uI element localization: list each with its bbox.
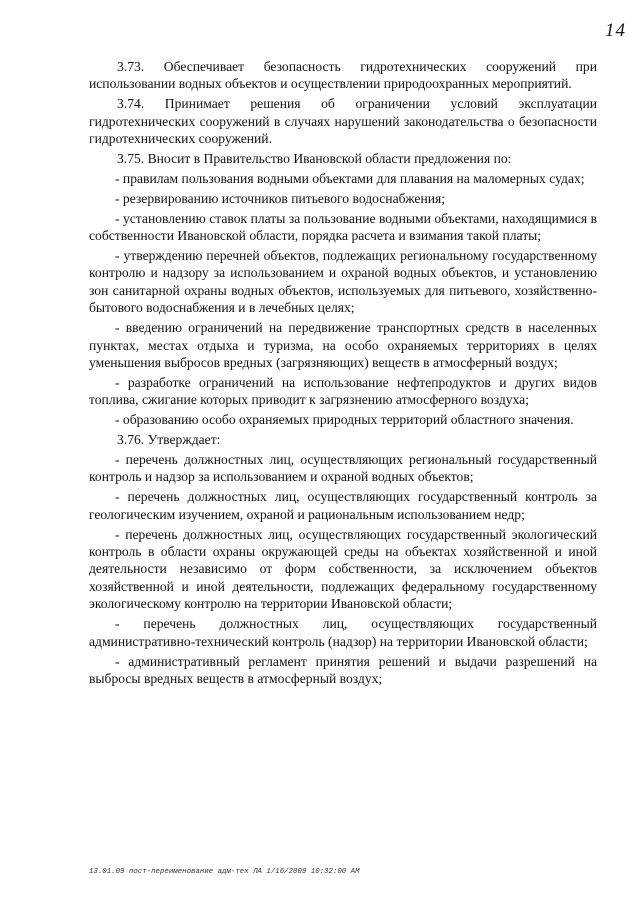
list-item: - перечень должностных лиц, осуществляющих государственный контроль за геологическим изучением, охраной и рациональным использованием недр; — [89, 489, 597, 522]
paragraph-3-73: 3.73. Обеспечивает безопасность гидротехнических сооружений при использовании водных объектов и осуществлении природоохранных мероприятий. — [89, 59, 597, 92]
paragraph-3-74: 3.74. Принимает решения об ограничении условий эксплуатации гидротехнических сооружений в случаях нарушений законодательства о безопасности гидротехнических сооружений. — [89, 96, 597, 147]
list-item: - утверждению перечней объектов, подлежащих региональному государственному контролю и надзору за использованием и охраной водных объектов, и установлению зон санитарной охраны водных объектов, используемых для питьевого, хозяйственно-бытового водоснабжения и в лечебных целях; — [89, 248, 597, 316]
list-item: - установлению ставок платы за пользование водными объектами, находящимися в собственности Ивановской области, порядка расчета и взимания такой платы; — [89, 210, 597, 244]
list-item: - правилам пользования водными объектами для плавания на маломерных судах; — [115, 170, 585, 186]
paragraph-3-75: 3.75. Вносит в Правительство Ивановской области предложения по: — [117, 151, 512, 167]
list-item: - резервированию источников питьевого водоснабжения; — [115, 190, 446, 206]
list-item: - административный регламент принятия решений и выдачи разрешений на выбросы вредных веществ в атмосферный воздух; — [89, 653, 597, 686]
list-item: - перечень должностных лиц, осуществляющих государственный административно-технический контроль (надзор) на территории Ивановской области; — [89, 616, 597, 649]
document-footer: 13.01.09 пост-переименование адм-тех ЛА 1/16/2009 10:32:00 AM — [89, 868, 360, 876]
page-number: 14 — [605, 20, 626, 41]
list-item: - введению ограничений на передвижение транспортных средств в населенных пунктах, местах отдыха и туризма, на особо охраняемых территориях в целях уменьшения выбросов вредных (загрязняющих) веществ в атмосферный воздух; — [89, 320, 597, 370]
paragraph-3-76: 3.76. Утверждает: — [117, 432, 221, 448]
list-item: - перечень должностных лиц, осуществляющих региональный государственный контроль и надзор за использованием и охраной водных объектов; — [89, 452, 597, 485]
list-item: - перечень должностных лиц, осуществляющих государственный экологический контроль в области охраны окружающей среды на объектах хозяйственной и иной деятельности независимо от форм собственности, за исключением объектов хозяйственной и иной деятельности, подлежащих федеральному государственному экологическому контролю на территории Ивановской области; — [89, 526, 597, 612]
list-item: - разработке ограничений на использование нефтепродуктов и других видов топлива, сжигание которых приводит к загрязнению атмосферного воздуха; — [89, 374, 597, 408]
list-item: - образованию особо охраняемых природных территорий областного значения. — [115, 412, 574, 428]
document-body — [89, 58, 597, 687]
